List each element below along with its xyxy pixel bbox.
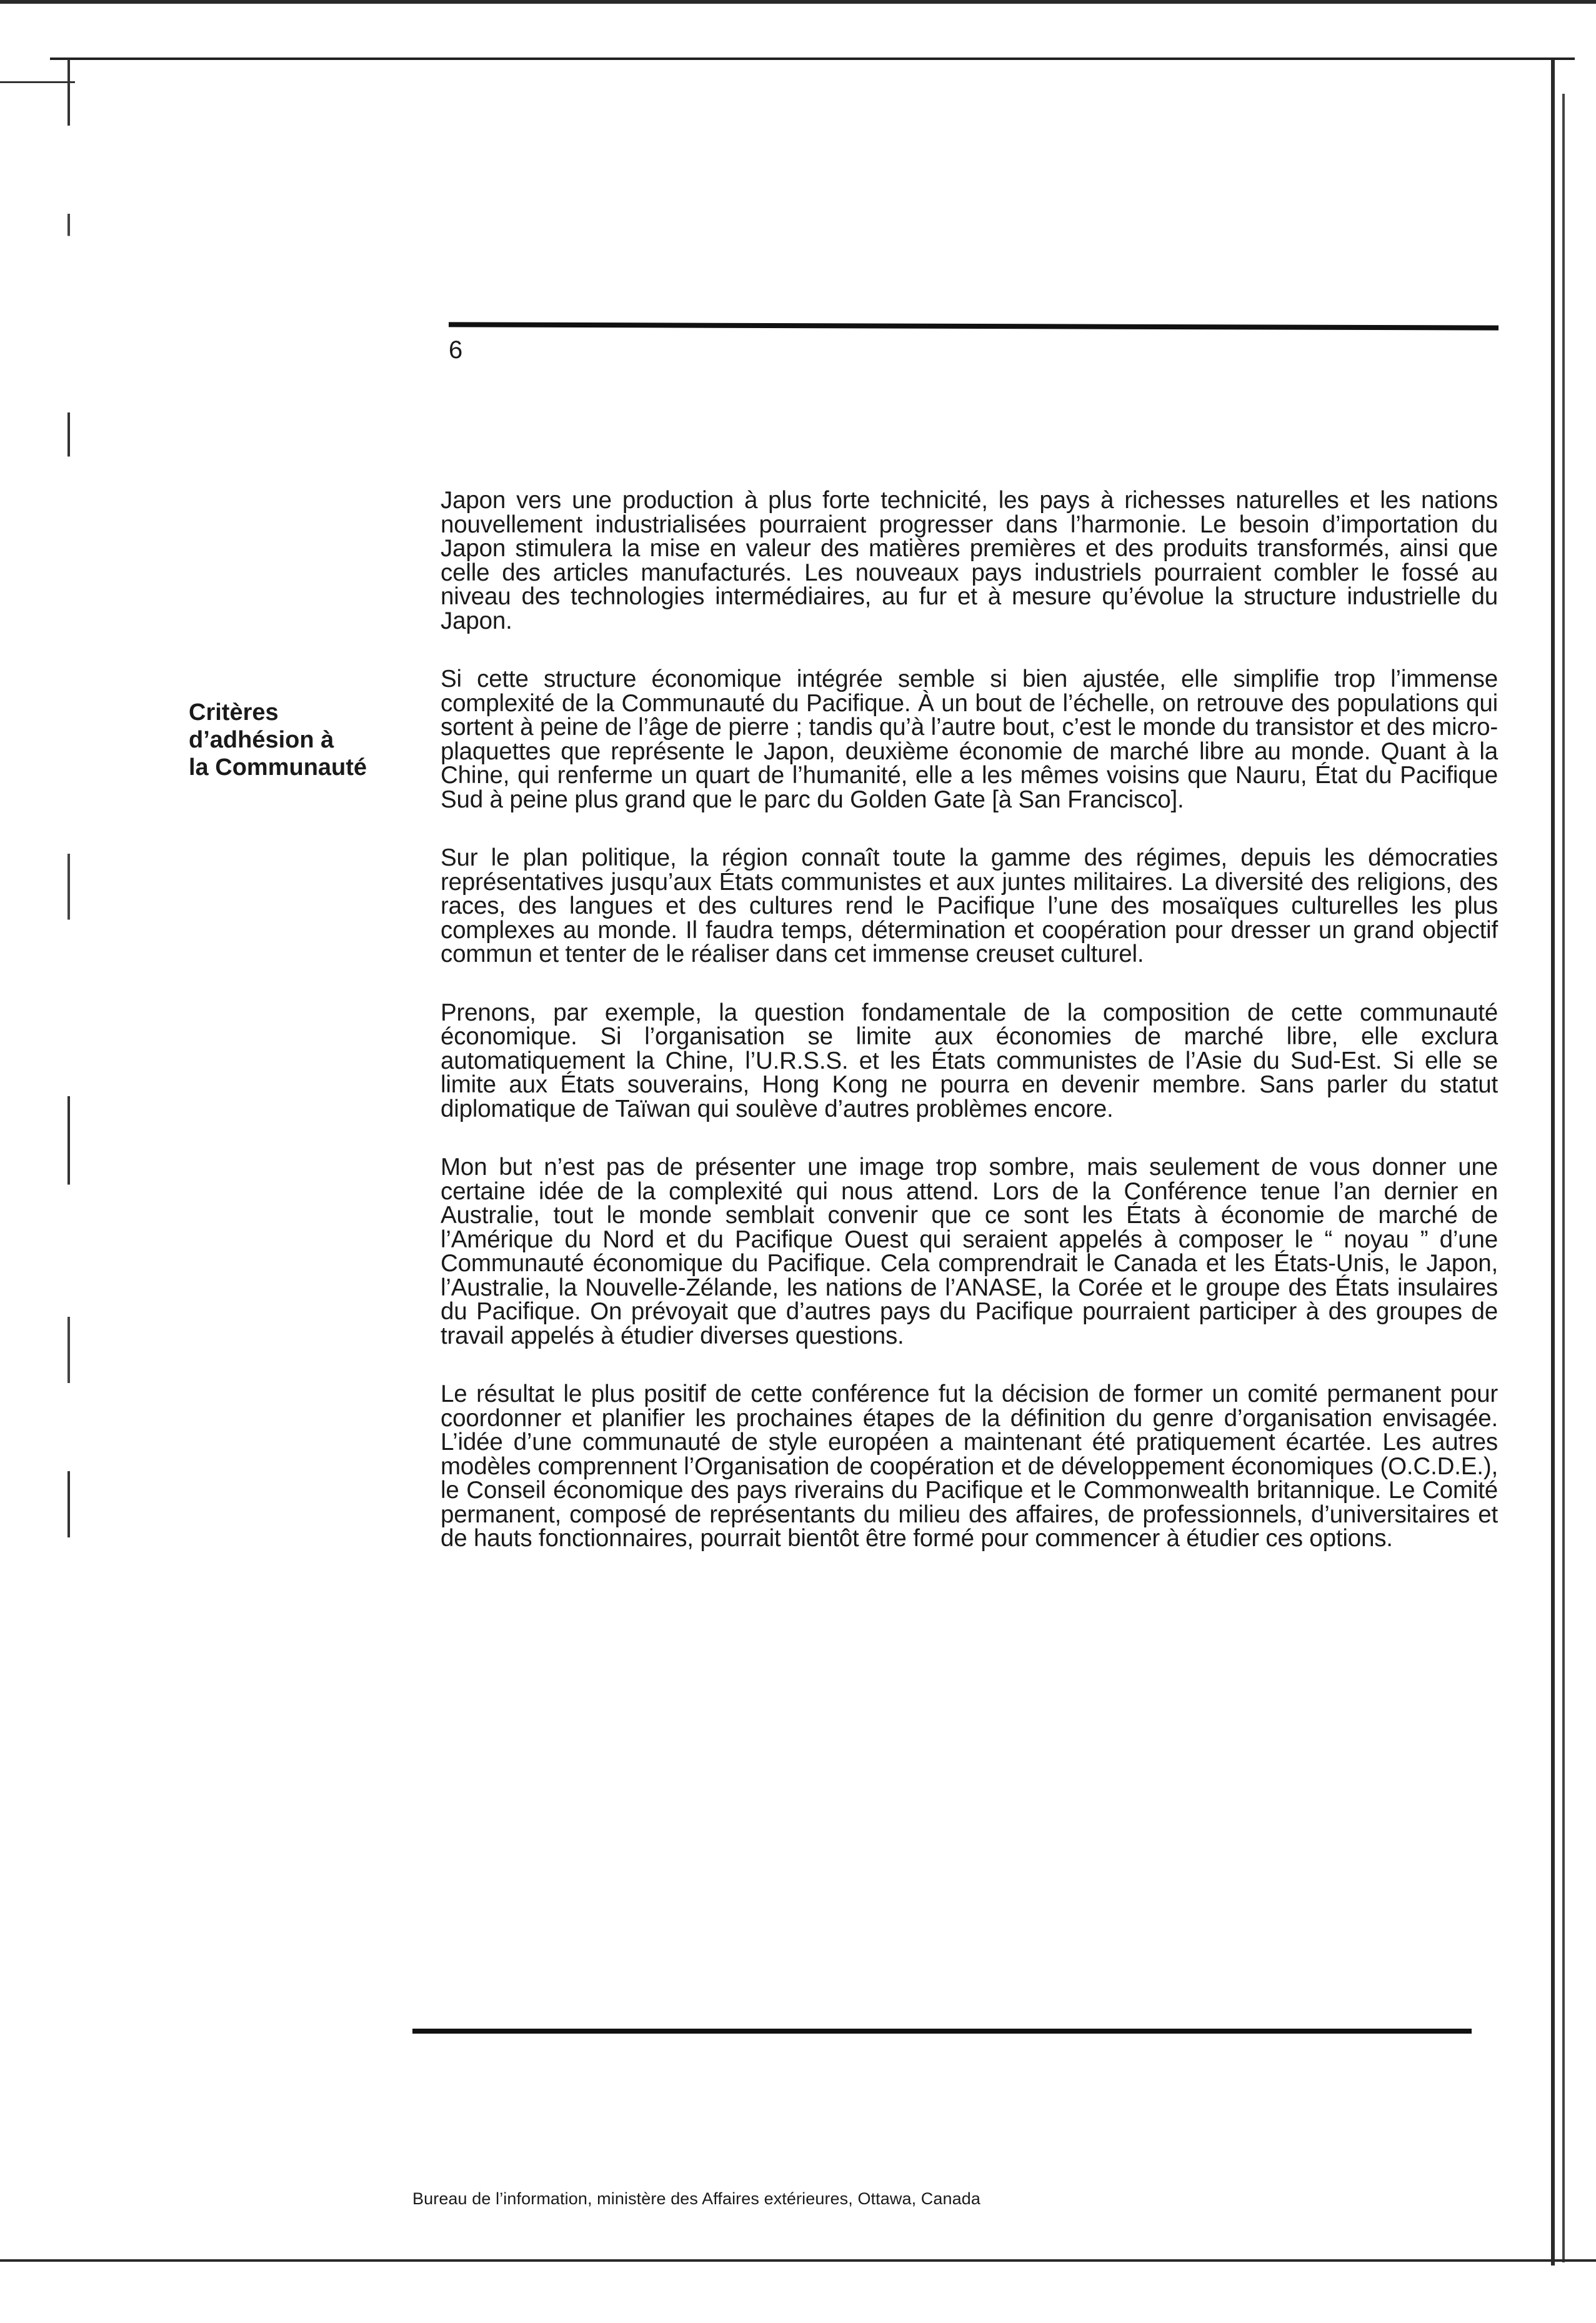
body-paragraph: Sur le plan politique, la région connaît toute la gamme des régimes, depuis les démocraties représentatives jusqu’aux États communistes et aux juntes militaires. La diversité des religions, des races, des langues et des cultures rend le Pacifique l’une des mosaïques culturelles les plus complexes au monde. Il faudra temps, détermination et coopération pour dresser un grand objectif commun et tenter de le réaliser dans cet immense creuset culturel. (441, 844, 1498, 967)
page-frame-bottom-line (0, 2259, 1596, 2262)
body-paragraph: Mon but n’est pas de présenter une image trop sombre, mais seulement de vous donner une certaine idée de la complexité qui nous attend. Lors de la Conférence tenue l’an dernier en Australie, tout le monde semblait convenir que ce sont les États à économie de marché de l’Amérique du Nord et du Pacifique Ouest qui seraient appelés à composer le “ noyau ” d’une Communauté économique du Pacifique. Cela comprendrait le Canada et les États-Unis, le Japon, l’Australie, la Nouvelle-Zélande, les nations de l’ANASE, la Corée et le groupe des États insulaires du Pacifique. On prévoyait que d’autres pays du Pacifique pourraient participer à des groupes de travail appelés à étudier diverses questions. (441, 1154, 1498, 1349)
body-text-column (441, 489, 1498, 1586)
page-frame-right-edge (1551, 59, 1555, 2266)
scan-border-top (0, 0, 1596, 4)
margin-heading: Critères d’adhésion à la Communauté (189, 699, 367, 781)
footer-rule (412, 2029, 1472, 2034)
publisher-credit: Bureau de l’information, ministère des Affaires extérieures, Ottawa, Canada (412, 2189, 980, 2208)
page-frame-corner-line (0, 81, 75, 83)
page-frame-left-edge (67, 59, 70, 2266)
page-frame-top-line (50, 57, 1575, 60)
body-paragraph: Japon vers une production à plus forte technicité, les pays à richesses naturelles et les nations nouvellement industrialisées pourraient progresser dans l’harmonie. Le besoin d’importation du Japon stimulera la mise en valeur des matières premières et des produits transformés, ainsi que celle des articles manufacturés. Les nouveaux pays industriels pourraient combler le fossé au niveau des technologies intermédiaires, au fur et à mesure qu’évolue la structure industrielle du Japon. (441, 487, 1498, 634)
body-paragraph: Prenons, par exemple, la question fondamentale de la composition de cette communauté économique. Si l’organisation se limite aux économies de marché libre, elle exclura automatiquement la Chine, l’U.R.S.S. et les États communistes de l’Asie du Sud-Est. Si elle se limite aux États souverains, Hong Kong ne pourra en devenir membre. Sans parler du statut diplomatique de Taïwan qui soulève d’autres problèmes encore. (441, 999, 1498, 1122)
page-number: 6 (449, 336, 463, 364)
body-paragraph: Le résultat le plus positif de cette conférence fut la décision de former un comité permanent pour coordonner et planifier les prochaines étapes de la définition du genre d’organisation envisagée. L’idée d’une communauté de style européen a maintenant été pratiquement écartée. Les autres modèles comprennent l’Organisation de coopération et de développement économiques (O.C.D.E.), le Conseil économique des pays riverains du Pacifique et le Commonwealth britannique. Le Comité permanent, composé de représentants du milieu des affaires, de professionnels, d’universitaires et de hauts fonctionnaires, pourrait bientôt être formé pour commencer à étudier ces options. (441, 1381, 1498, 1552)
page-frame-right-inner-edge (1562, 94, 1565, 2262)
body-paragraph: Si cette structure économique intégrée semble si bien ajustée, elle simplifie trop l’immense complexité de la Communauté du Pacifique. À un bout de l’échelle, on retrouve des populations qui sortent à peine de l’âge de pierre ; tandis qu’à l’autre bout, c’est le monde du transistor et des micro-plaquettes que représente le Japon, deuxième économie de marché libre au monde. Quant à la Chine, qui renferme un quart de l’humanité, elle a les mêmes voisins que Nauru, État du Pacifique Sud à peine plus grand que le parc du Golden Gate [à San Francisco]. (441, 666, 1498, 813)
header-rule (449, 322, 1499, 330)
